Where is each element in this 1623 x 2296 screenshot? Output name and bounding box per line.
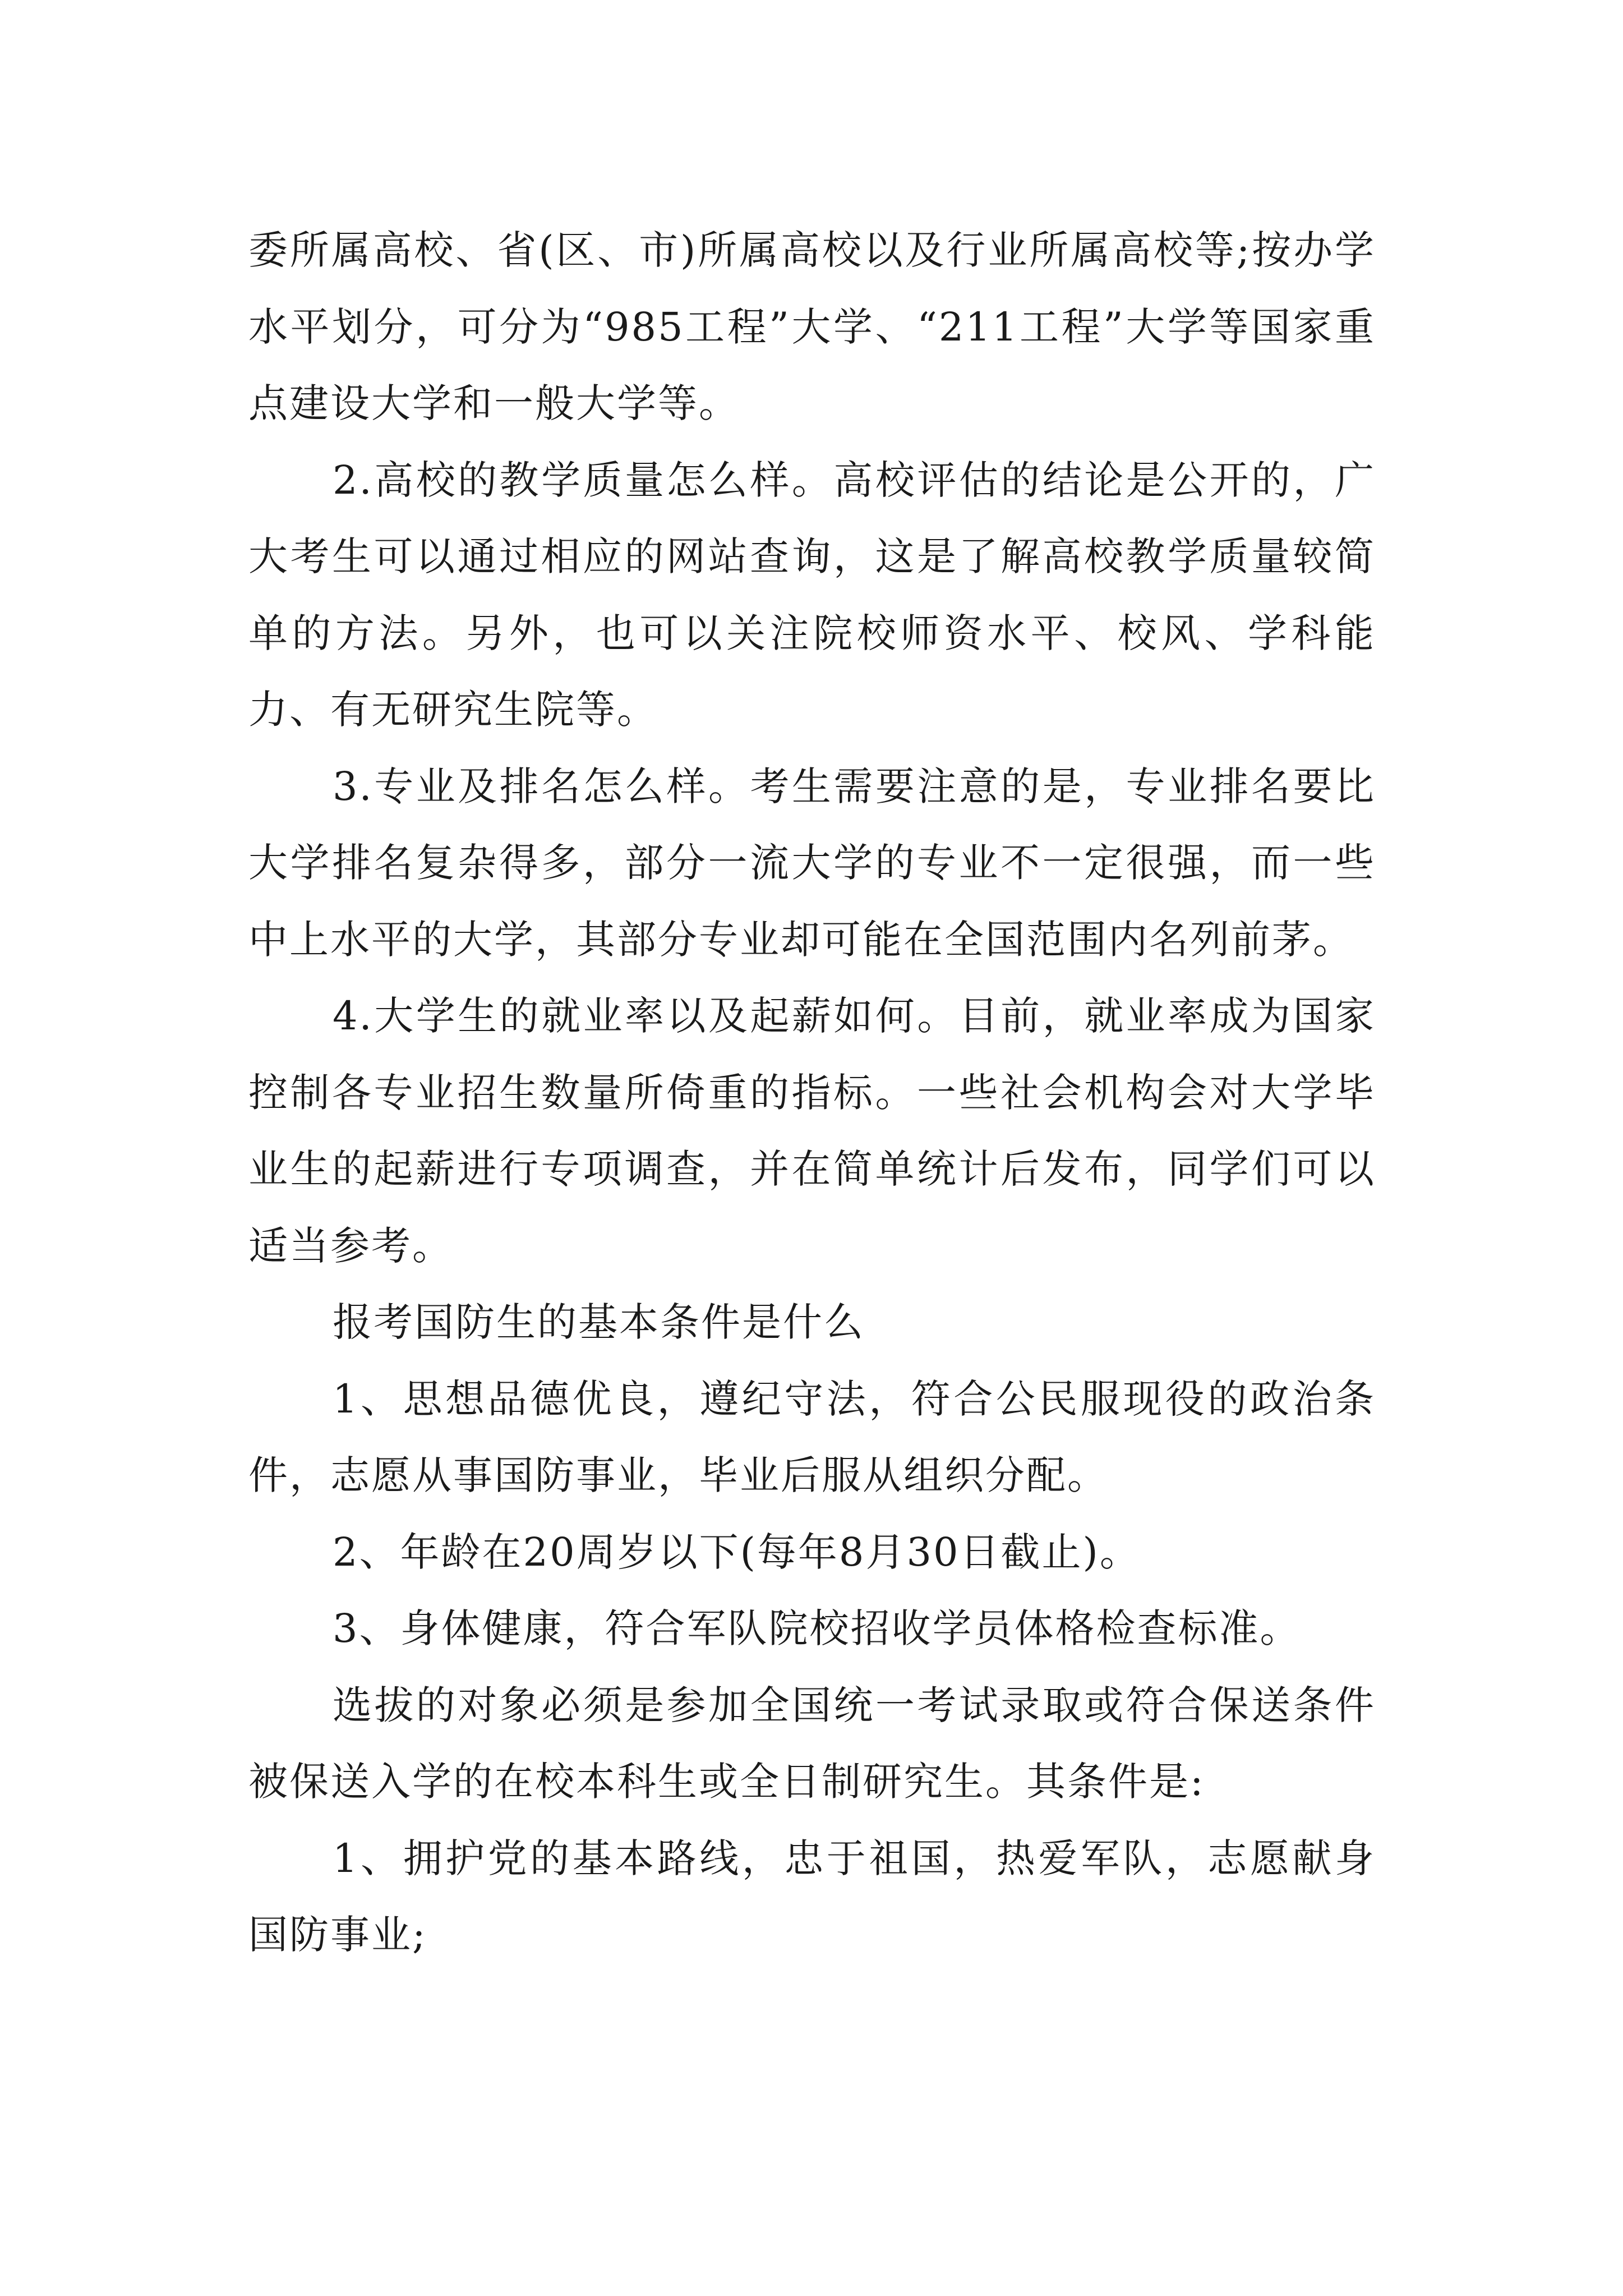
paragraph-employment-rate: 4.大学生的就业率以及起薪如何。目前，就业率成为国家控制各专业招生数量所倚重的指标。一些社会机构会对大学毕业生的起薪进行专项调查，并在简单统计后发布，同学们可以适当参考。 bbox=[248, 993, 1376, 1269]
condition-item-3: 3、身体健康，符合军队院校招收学员体格检查标准。 bbox=[333, 1605, 1301, 1651]
paragraph-major-ranking: 3.专业及排名怎么样。考生需要注意的是，专业排名要比大学排名复杂得多，部分一流大学的专业不一定很强，而一些中上水平的大学，其部分专业却可能在全国范围内名列前茅。 bbox=[248, 763, 1376, 963]
condition-item-2: 2、年龄在20周岁以下(每年8月30日截止)。 bbox=[333, 1529, 1141, 1575]
condition-item-1: 1、思想品德优良，遵纪守法，符合公民服现役的政治条件，志愿从事国防事业，毕业后服从组织分配。 bbox=[248, 1375, 1376, 1498]
paragraph-teaching-quality: 2.高校的教学质量怎么样。高校评估的结论是公开的，广大考生可以通过相应的网站查询，这是了解高校教学质量较简单的方法。另外，也可以关注院校师资水平、校风、学科能力、有无研究生院等。 bbox=[248, 457, 1376, 733]
requirement-item-1: 1、拥护党的基本路线，忠于祖国，热爱军队，志愿献身国防事业; bbox=[248, 1835, 1376, 1958]
paragraph-school-classification: 委所属高校、省(区、市)所属高校以及行业所属高校等;按办学水平划分，可分为“985工程”大学、“211工程”大学等国家重点建设大学和一般大学等。 bbox=[248, 227, 1376, 426]
section-heading-defense-student: 报考国防生的基本条件是什么 bbox=[333, 1299, 865, 1345]
paragraph-selection-target: 选拔的对象必须是参加全国统一考试录取或符合保送条件被保送入学的在校本科生或全日制研究生。其条件是: bbox=[248, 1682, 1376, 1805]
document-body bbox=[248, 212, 1376, 1973]
